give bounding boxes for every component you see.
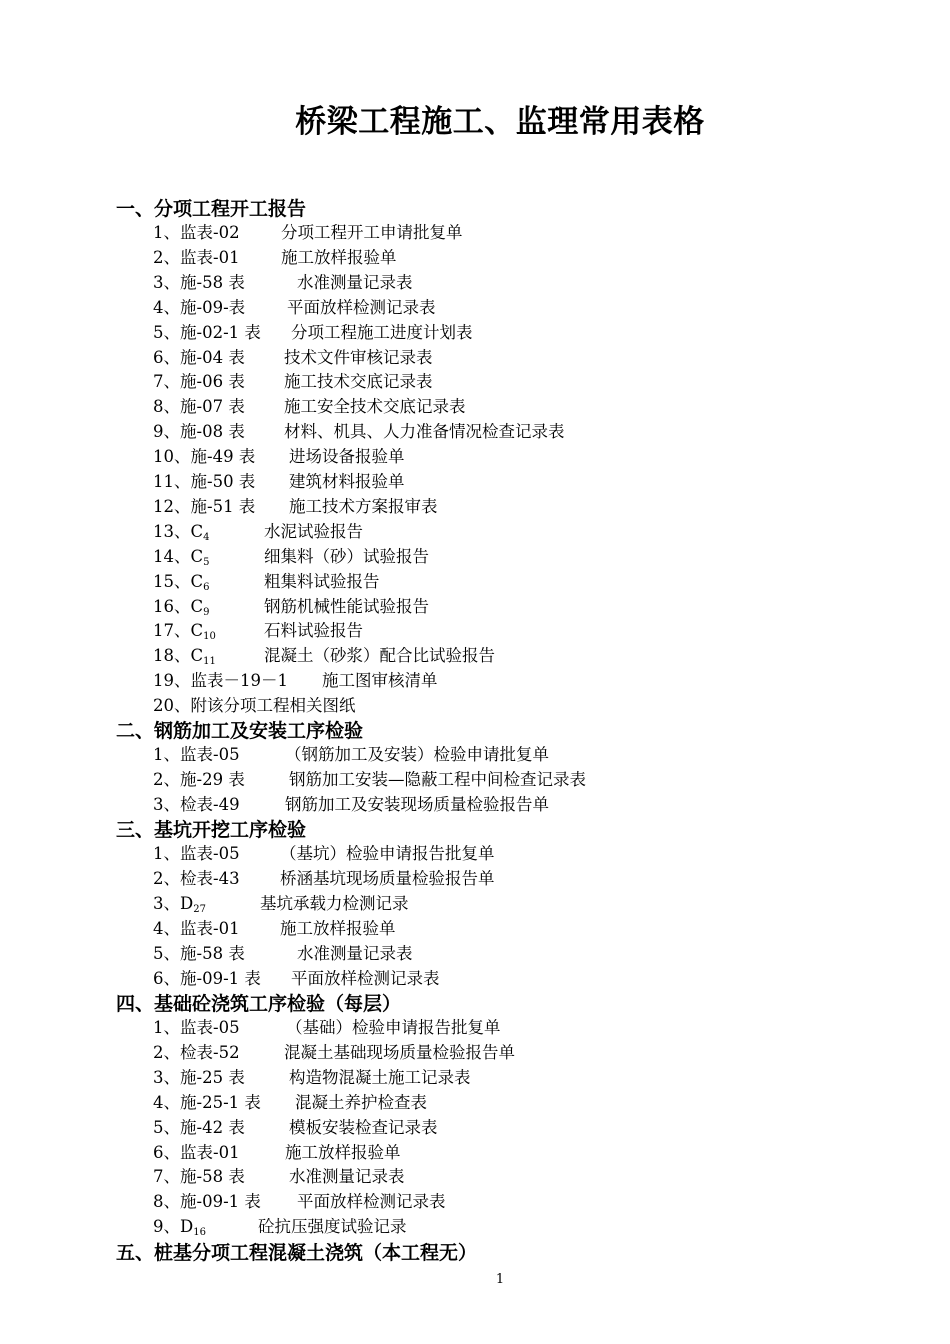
form-code-text: 2、施-29 表: [153, 769, 245, 789]
form-code-text: 2、检表-52: [153, 1042, 240, 1062]
form-code: [153, 967, 261, 991]
form-code-text: 3、检表-49: [153, 794, 240, 814]
document-title: 桥梁工程施工、监理常用表格: [295, 104, 705, 140]
form-code-text: 11、施-50 表: [153, 472, 256, 491]
form-code: [153, 495, 255, 519]
form-code: [153, 743, 240, 767]
form-code-subscript: 9: [203, 606, 210, 618]
form-code-text: 1、监表-05: [153, 844, 240, 863]
form-name: 施工技术交底记录表: [284, 372, 433, 392]
form-code-text: 19、监表－19－1: [153, 671, 288, 691]
form-name: （基础）检验申请报告批复单: [286, 1018, 501, 1037]
form-name: 粗集料试验报告: [264, 571, 380, 591]
form-name: 技术文件审核记录表: [284, 347, 433, 367]
form-code-text: 2、检表-43: [153, 868, 240, 888]
form-code: [153, 370, 245, 394]
form-code-text: 20、附该分项工程相关图纸: [153, 696, 356, 716]
form-name: 施工图审核清单: [322, 671, 438, 691]
section-heading: 五、桩基分项工程混凝土浇筑（本工程无）: [116, 1242, 478, 1264]
form-name: （钢筋加工及安装）检验申请批复单: [285, 745, 549, 764]
form-code-text: 4、施-09-表: [153, 297, 246, 317]
form-code: [153, 1016, 240, 1040]
form-code-text: 5、施-42 表: [153, 1117, 245, 1137]
form-code-text: 1、监表-02: [153, 223, 240, 242]
form-code-text: 4、监表-01: [153, 918, 240, 938]
form-code-text: 9、施-08 表: [153, 422, 245, 442]
form-code: [153, 1066, 245, 1090]
form-code: [153, 445, 255, 469]
form-code-subscript: 16: [193, 1227, 206, 1239]
page-number: 1: [495, 1272, 505, 1287]
form-name: 混凝土基础现场质量检验报告单: [284, 1042, 515, 1062]
form-code: [153, 570, 210, 597]
form-code: [153, 246, 240, 270]
form-code: [153, 793, 240, 817]
form-name: 钢筋机械性能试验报告: [264, 596, 429, 616]
form-name: 水准测量记录表: [297, 943, 413, 963]
form-code-text: 16、C: [153, 596, 204, 616]
form-name: 水泥试验报告: [264, 521, 363, 541]
form-code-text: 7、施-06 表: [153, 372, 245, 392]
form-code-text: 3、施-25 表: [153, 1067, 245, 1087]
form-name: 平面放样检测记录表: [291, 968, 440, 988]
form-code: [153, 1215, 206, 1242]
form-code-text: 17、C: [153, 621, 204, 641]
form-name: 混凝土养护检查表: [295, 1092, 427, 1112]
form-code: [153, 842, 240, 866]
form-code-subscript: 27: [193, 903, 206, 915]
form-name: 细集料（砂）试验报告: [264, 546, 429, 566]
form-code-subscript: 10: [203, 631, 216, 643]
form-code-text: 15、C: [153, 571, 204, 591]
form-name: 钢筋加工及安装现场质量检验报告单: [285, 794, 549, 814]
form-name: 施工技术方案报审表: [289, 496, 438, 516]
form-code: [153, 1116, 245, 1140]
form-name: 水准测量记录表: [297, 272, 413, 292]
form-code: [153, 644, 216, 671]
form-code-text: 2、监表-01: [153, 247, 240, 267]
form-code-text: 3、D: [153, 893, 194, 913]
form-code: [153, 470, 255, 494]
form-code: [153, 321, 261, 345]
form-code-text: 10、施-49 表: [153, 447, 256, 467]
form-name: 钢筋加工安装—隐蔽工程中间检查记录表: [289, 769, 586, 789]
form-code-text: 6、施-04 表: [153, 347, 245, 367]
form-code: [153, 1165, 245, 1189]
form-code: [153, 420, 245, 444]
form-code-text: 7、施-58 表: [153, 1167, 245, 1187]
form-code-text: 12、施-51 表: [153, 496, 256, 516]
form-code-subscript: 11: [203, 656, 216, 668]
form-name: 平面放样检测记录表: [287, 297, 436, 317]
form-name: 石料试验报告: [264, 621, 363, 641]
form-name: 施工放样报验单: [281, 247, 397, 267]
form-name: 砼抗压强度试验记录: [258, 1217, 407, 1237]
form-code: [153, 694, 356, 718]
form-name: 材料、机具、人力准备情况检查记录表: [284, 422, 565, 442]
form-code: [153, 595, 210, 622]
form-code-text: 9、D: [153, 1217, 194, 1237]
form-code-text: 4、施-25-1 表: [153, 1092, 261, 1112]
form-code: [153, 395, 245, 419]
section-heading: 一、分项工程开工报告: [116, 198, 307, 220]
form-code: [153, 619, 216, 646]
form-code: [153, 221, 240, 245]
form-code: [153, 942, 245, 966]
form-code: [153, 892, 206, 919]
form-code-text: 13、C: [153, 521, 204, 541]
form-code-text: 18、C: [153, 646, 204, 666]
form-name: 进场设备报验单: [289, 447, 405, 467]
form-name: 基坑承载力检测记录: [260, 893, 409, 913]
form-name: 混凝土（砂浆）配合比试验报告: [264, 646, 495, 666]
form-code: [153, 1041, 240, 1065]
form-code: [153, 768, 245, 792]
form-code-text: 5、施-58 表: [153, 943, 245, 963]
form-name: 分项工程施工进度计划表: [291, 322, 473, 342]
form-code: [153, 1091, 261, 1115]
form-name: 构造物混凝土施工记录表: [289, 1067, 471, 1087]
section-heading: 三、基坑开挖工序检验: [116, 819, 307, 841]
form-name: 施工放样报验单: [280, 918, 396, 938]
form-code-text: 1、监表-05: [153, 1018, 240, 1037]
form-code: [153, 520, 210, 547]
form-code-text: 3、施-58 表: [153, 272, 245, 292]
form-code: [153, 296, 245, 320]
form-code-text: 14、C: [153, 546, 204, 566]
form-code: [153, 867, 240, 891]
form-name: 桥涵基坑现场质量检验报告单: [280, 868, 495, 888]
form-code-text: 6、监表-01: [153, 1142, 240, 1162]
form-name: （基坑）检验申请报告批复单: [280, 844, 495, 863]
form-code: [153, 669, 288, 693]
form-name: 水准测量记录表: [289, 1167, 405, 1187]
form-name: 建筑材料报验单: [289, 472, 405, 491]
form-code: [153, 917, 240, 941]
form-code-text: 5、施-02-1 表: [153, 322, 261, 342]
form-name: 平面放样检测记录表: [297, 1192, 446, 1212]
form-code-subscript: 6: [203, 581, 210, 593]
form-name: 分项工程开工申请批复单: [281, 223, 463, 242]
form-code: [153, 545, 210, 572]
form-code-subscript: 5: [203, 556, 210, 568]
form-code-text: 8、施-09-1 表: [153, 1192, 261, 1212]
form-code-text: 8、施-07 表: [153, 397, 245, 417]
form-code: [153, 346, 245, 370]
section-heading: 二、钢筋加工及安装工序检验: [116, 720, 364, 742]
form-name: 模板安装检查记录表: [289, 1117, 438, 1137]
form-name: 施工放样报验单: [285, 1142, 401, 1162]
form-code: [153, 1141, 240, 1165]
section-heading: 四、基础砼浇筑工序检验（每层）: [116, 993, 402, 1015]
form-code: [153, 271, 245, 295]
form-code-text: 6、施-09-1 表: [153, 968, 261, 988]
form-code-text: 1、监表-05: [153, 745, 240, 764]
form-name: 施工安全技术交底记录表: [284, 397, 466, 417]
form-code: [153, 1190, 261, 1214]
form-code-subscript: 4: [203, 531, 210, 543]
